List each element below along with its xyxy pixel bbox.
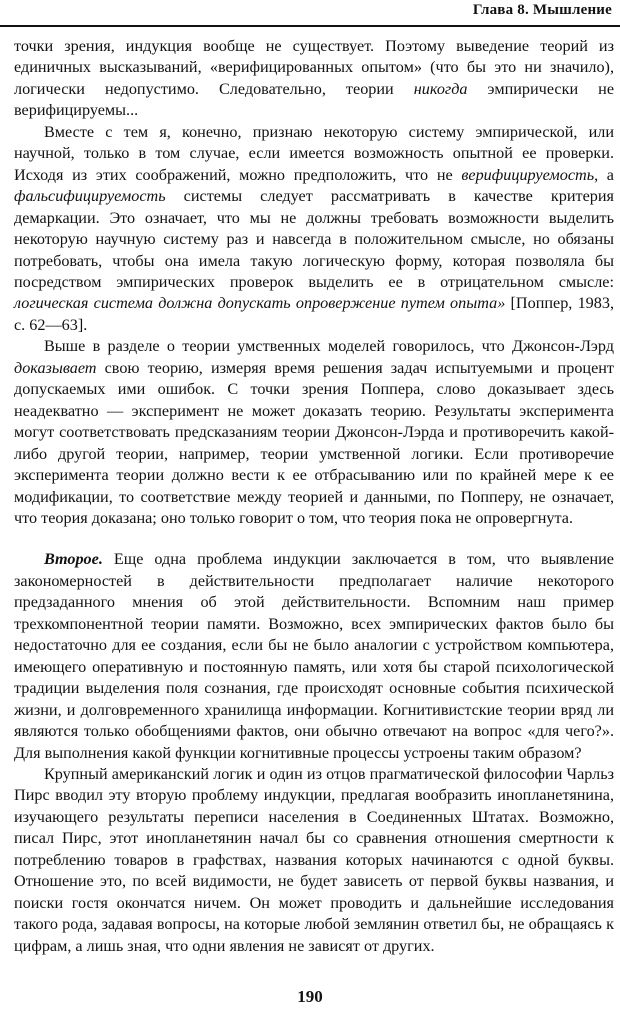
paragraph-5 — [14, 764, 614, 957]
italic-emphasis: никогда — [413, 79, 468, 98]
italic-emphasis: доказывает — [14, 358, 97, 377]
paragraph-3 — [14, 336, 614, 529]
text-run: системы следует рассматривать в качестве критерия демаркации. Это означает, что мы не должны требовать возможности выделить некоторую научную систему раз и навсегда в положительном смысле, но обязаны потребовать, чтобы она имела такую логическую форму, которая позволяла бы посредством эмпирических проверок выделить ее в отрицательном смысле: — [14, 187, 614, 291]
header-rule — [0, 25, 620, 27]
paragraph-1 — [14, 36, 614, 122]
text-run: [Поппер, 1983, с. 62—63]. — [14, 294, 615, 334]
text-run: , а — [594, 165, 614, 184]
italic-emphasis: верифицируемость — [461, 165, 595, 184]
italic-emphasis: логическая система должна допускать опровержение путем опыта» — [14, 294, 506, 313]
text-run: Еще одна проблема индукции заключается в том, что выявление закономерностей в действительности предполагает наличие некоторого предзаданного мнения об этой действительности. Вспомним наш пример трехкомпонентной теории памяти. Возможно, всех эмпирических фактов было бы недостаточно для ее создания, если бы не было аналогии с устройством компьютера, имеющего оперативную и постоянную память, или хотя бы старой психологической традиции выделения поля сознания, где происходят основные события психической жизни, и долговременного хранилища информации. Когнитивистские теории вряд ли являются только обобщениями фактов, они обычно отвечают на вопрос «для чего?». Для выполнения какой функции когнитивные процессы устроены таким образом? — [14, 550, 614, 762]
body-text — [14, 36, 614, 957]
paragraph-4 — [14, 549, 614, 764]
text-run: Выше в разделе о теории умственных моделей говорилось, что Джонсон-Лэрд — [44, 337, 614, 356]
running-head: Глава 8. Мышление — [472, 2, 612, 18]
text-run: Вместе с тем я, конечно, признаю некоторую систему эмпирической, или научной, только в том случае, если имеется возможность опытной ее проверки. Исходя из этих соображений, можно предположить, что не — [14, 122, 614, 184]
text-run: точки зрения, индукция вообще не существует. Поэтому выведение теорий из единичных высказываний, «верифицированных опытом» (что бы это ни значило), логически недопустимо. Следовательно, теории — [14, 37, 614, 98]
text-run: эмпирически не верифицируемы... — [14, 79, 614, 120]
text-run: Крупный американский логик и один из отцов прагматической философии Чарльз Пирс вводил эту вторую проблему индукции, предлагая вообразить инопланетянина, изучающего результаты переписи населения в Соединенных Штатах. Возможно, писал Пирс, этот инопланетянин начал бы со сравнения отношения смертности к потреблению товаров в графствах, названия которых начинаются с одной буквы. Отношение это, по всей видимости, не будет зависеть от первой буквы названия, и поиски гостя окончатся ничем. Он может проводить и дальнейшие исследования такого рода, задавая вопросы, на которые любой землянин ответил бы, не обращаясь к цифрам, а лишь зная, что одни явления не зависят от других. — [14, 764, 614, 955]
paragraph-lead-in: Второе. — [44, 550, 103, 569]
paragraph-2 — [14, 122, 614, 337]
text-run: свою теорию, измеряя время решения задач испытуемыми и процент допускаемых ими ошибок. С точки зрения Поппера, слово доказывает здесь неадекватно — эксперимент не может доказать теорию. Результаты эксперимента могут соответствовать предсказаниям теории Джонсон-Лэрда и противоречить какой-либо другой теории, например, теории умственной логики. Если противоречие эксперимента теории должно вести к ее отбрасыванию или по крайней мере к ее модификации, то соответствие между теорией и данными, по Попперу, не означает, что теория доказана; оно только говорит о том, что теория пока не опровергнута. — [14, 358, 614, 527]
italic-emphasis: фальсифицируемость — [14, 187, 166, 206]
page-number: 190 — [297, 987, 323, 1006]
